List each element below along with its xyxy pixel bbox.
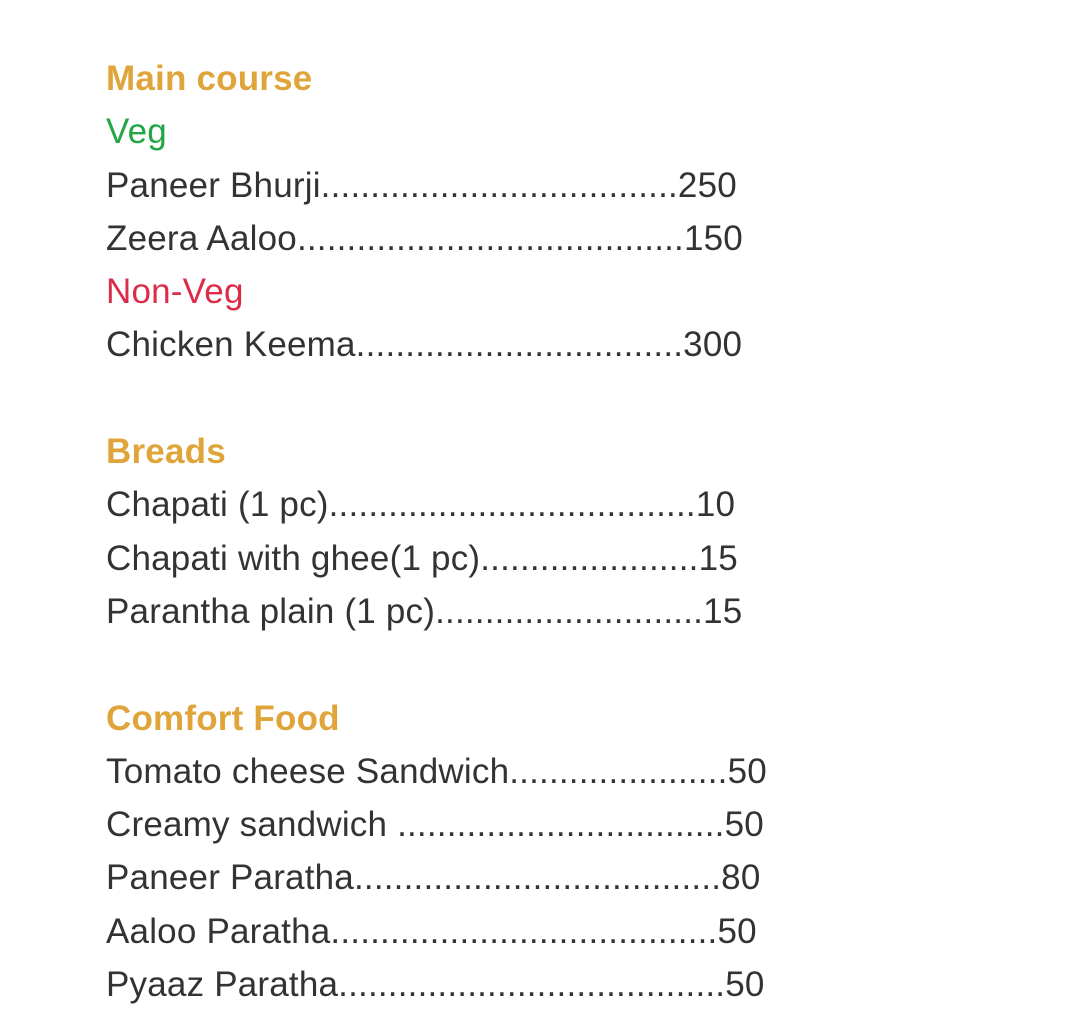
menu-item-chapati: Chapati (1 pc).....................................10 [106, 485, 736, 525]
section-spacer [106, 372, 1006, 425]
menu-item-chicken-keema: Chicken Keema.................................300 [106, 325, 743, 365]
menu-item-tomato-cheese-sandwich: Tomato cheese Sandwich......................50 [106, 751, 767, 791]
menu-item-parantha-plain: Parantha plain (1 pc)...........................15 [106, 591, 743, 631]
menu-document [106, 52, 1006, 1011]
section-heading-comfort-food: Comfort Food [106, 698, 340, 738]
menu-item-pyaaz-paratha: Pyaaz Paratha.......................................50 [106, 965, 765, 1005]
sub-heading-veg: Veg [106, 112, 167, 152]
menu-item-aaloo-paratha: Aaloo Paratha.......................................50 [106, 911, 757, 951]
menu-item-chapati-with-ghee: Chapati with ghee(1 pc)......................15 [106, 538, 738, 578]
menu-item-zeera-aaloo: Zeera Aaloo.......................................150 [106, 218, 743, 258]
sub-heading-non-veg: Non-Veg [106, 272, 244, 312]
menu-item-paneer-bhurji: Paneer Bhurji....................................250 [106, 165, 737, 205]
menu-item-paneer-paratha: Paneer Paratha.....................................80 [106, 858, 761, 898]
section-heading-breads: Breads [106, 432, 226, 472]
menu-item-creamy-sandwich: Creamy sandwich .................................50 [106, 805, 764, 845]
section-heading-main-course: Main course [106, 59, 313, 98]
section-spacer [106, 638, 1006, 691]
